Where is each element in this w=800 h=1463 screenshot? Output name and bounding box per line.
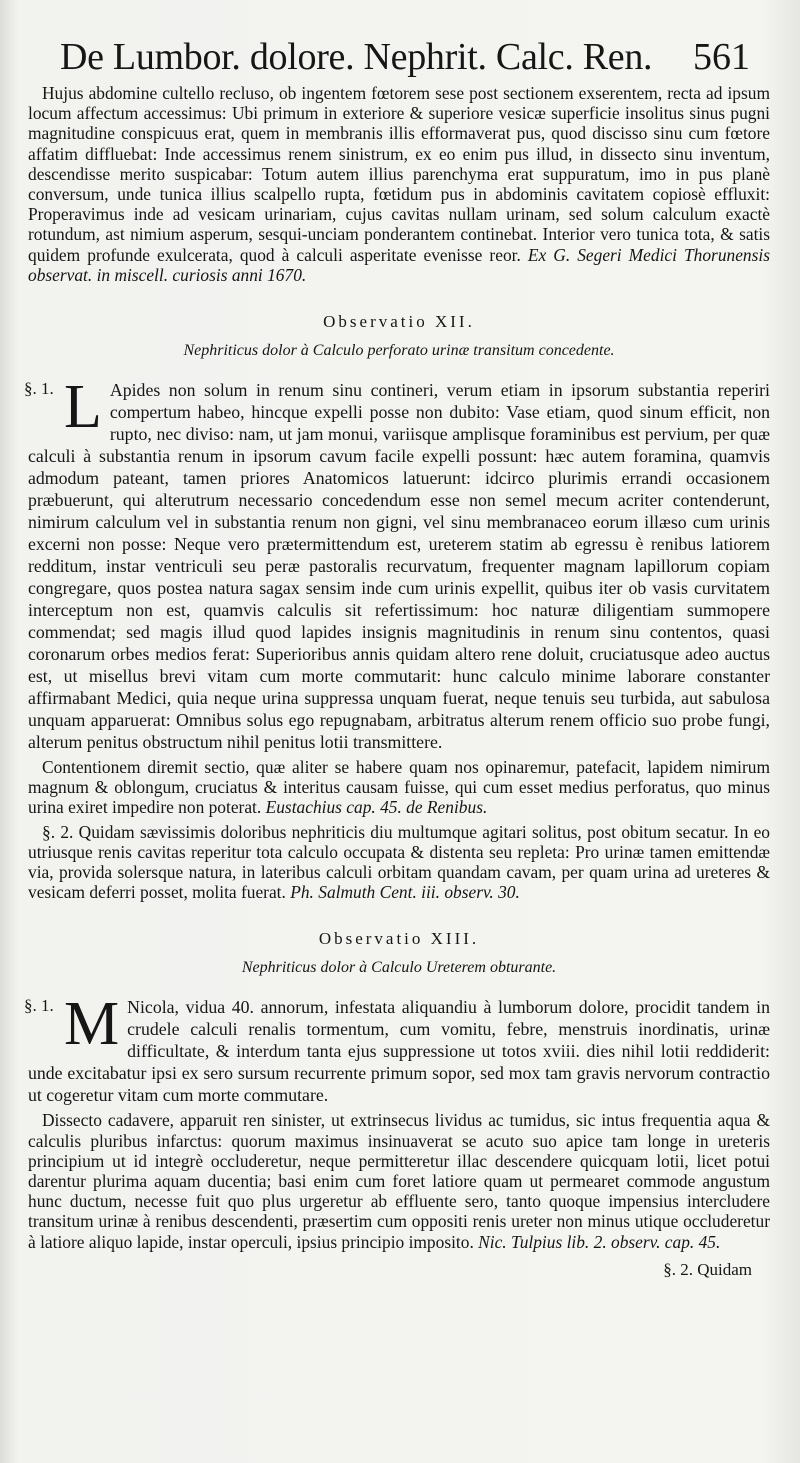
citation: Ph. Salmuth Cent. iii. observ. 30. (290, 882, 520, 903)
observation-12-text: Apides non solum in renum sinu contineri, verum etiam in ipsorum substantia reperiri compertum habeo, hincque expelli posse non dubito: Vase etiam, quod sinum efficit, non rupto, nec diviso: nam, ut jam monui, variisque amplisque foraminibus est pervium, per quæ calculi à substantia renum in ipsorum cavum facile expelli possunt: hæc autem foramina, quamvis admodum pateant, tamen priores Anatomicos latuerunt: idcirco plurimis errandi occasionem præbuerunt, qui alterutrum necessario concedendum esse non semel mecum acriter contenderunt, nimirum calculum vel in substantia renum non gigni, vel sinu membranaceo eorum illæso cum urinis excerni non posse: Neque vero prætermittendum est, ureterem statim ab egressu è renibus latiorem redditum, instar ventriculi seu peræ pastoralis recurvatum, frequenter magnam lapillorum copiam congregare, quos postea natura sagax sensim inde cum urinis expellit, quibus iter ob vasis curvitatem interceptum non est, quamvis calculis sit refertissimum: hoc naturæ diligentiam summopere commendat; sed magis illud quod lapides insignis magnitudinis in renum sinu contentos, quasi coronarum orbes medios ferat: Superioribus annis quidam altero rene doluit, cruciatusque adeo auctus est, ut misellus brevi vitam cum morte commutarit: hunc calculo minime laborare constanter affirmabant Medici, quia neque urina suppressa unquam fuerat, neque tenuis seu turbida, aut sabulosa unquam apparuerat: Omnibus solus ego repugnabam, arbitratus alterum renem officio suo probe fungi, alterum penitus obstructum nihil penitus lotii transmittere. (28, 380, 770, 753)
observation-13-text: Nicola, vidua 40. annorum, infestata aliquandiu à lumborum dolore, procidit tandem in crudele calculi renalis tormentum, cum vomitu, febre, menstruis inordinatis, urinæ difficultate, & interdum tanta ejus suppressione ut totos xviii. dies nihil lotii reddiderit: unde excitabatur ipsi ex sero sursum recurrente primum sopor, sed mox tam gravis nervorum contractio ut cogeretur vitam cum morte commutare. (28, 997, 770, 1106)
observation-13-section-1 (24, 990, 770, 1106)
catchword: §. 2. Quidam (663, 1259, 752, 1279)
observation-12-heading: Observatio XII. (323, 312, 475, 332)
observation-12-section-2 (28, 822, 770, 903)
citation: Eustachius cap. 45. de Renibus. (265, 797, 488, 818)
section-mark: §. 1. (24, 996, 54, 1016)
continuation-text: Contentionem diremit sectio, quæ aliter se habere quam nos opinaremur, patefacit, lapidem nimirum magnum & oblongum, cruciatus & interitus causam fuisse, qui cum esset medius perforatus, quo minus urina exiret impedire non poterat. (28, 757, 770, 818)
page-number: 561 (693, 36, 750, 78)
intro-paragraph (28, 83, 770, 285)
observation-13-paragraph (28, 990, 770, 1106)
section-2-text: §. 2. Quidam sævissimis doloribus nephriticis diu multumque agitari solitus, post obitum secatur. In eo utriusque renis cavitas reperitur tota calculo occupata & distenta seu repleta: Pro urinæ tamen emittendæ via, provida solersque natura, in lateribus calculi orbitam quandam cavam, per quam urina ad ureteres & vesicam deferri posset, molita fuerat. (28, 821, 770, 903)
observation-12-paragraph (28, 373, 770, 753)
observation-12-subheading: Nephriticus dolor à Calculo perforato urinæ transitum concedente. (183, 342, 615, 360)
section-mark: §. 1. (24, 379, 54, 399)
page-footer (28, 1260, 770, 1288)
observation-12-section-1 (24, 373, 770, 753)
intro-citation: Ex G. Segeri Medici Thorunensis observat. in miscell. curiosis anni 1670. (28, 244, 770, 285)
drop-cap: M (64, 990, 120, 1059)
citation: Nic. Tulpius lib. 2. observ. cap. 45. (478, 1231, 721, 1252)
running-title: De Lumbor. dolore. Nephrit. Calc. Ren. (60, 36, 653, 78)
page-header (60, 34, 760, 84)
observation-12-continuation (28, 757, 770, 818)
continuation-text: Dissecto cadavere, apparuit ren sinister, ut extrinsecus lividus ac tumidus, sic intus frequentia aqua & calculis pluribus infarctus: quorum maximus insinuaverat se acuto suo apice tam longe in ureteris principium ut id integrè occluderetur, neque permitteretur illac descendere quicquam lotii, licet potui darentur plurima aquam ducentia; basi enim cum foret latiore quam ut permearet commode angustum hunc ductum, necesse fuit quo plus urgeretur ab effluente sero, tanto quoque impensius intercludere transitum urinæ à renibus descendenti, præsertim cum oppositi renis ureter non minus utique occluderetur à latiore aliquo lapide, instar operculi, ipsius principio imposito. (28, 1110, 770, 1252)
page-body (24, 83, 770, 1288)
intro-text: Hujus abdomine cultello recluso, ob ingentem fœtorem sese post sectionem exserentem, recta ad ipsum locum affectum accessimus: Ubi primum in exteriore & superiore vesicæ superficie insolitus sinus pugni magnitudine conspicuus erat, quem in membranis illis efformaverat pus, quod discisso sinu cum fœtore affatim diffluebat: Inde accessimus renem sinistrum, ex eo enim pus illud, in dissecto sinu inventum, descendisse merito suspicabar: Totum autem illius parenchyma erat suppuratum, imo in pus planè conversum, unde tunica illius scalpello rupta, fœtidum pus in abdominis cavitatem copiosè effluxit: Properavimus inde ad vesicam urinariam, cujus cavitas nullam urinam, sed solum calculum exactè rotundum, ast nimium asperum, sesqui-unciam ponderantem continebat. Interior vero tunica tota, & satis quidem profunde exulcerata, quod à calculi asperitate evenisse reor. (28, 83, 770, 265)
observation-13-continuation (28, 1110, 770, 1251)
observation-13-subheading: Nephriticus dolor à Calculo Ureterem obturante. (241, 959, 557, 977)
observation-13-heading: Observatio XIII. (318, 929, 480, 949)
drop-cap: L (64, 373, 102, 442)
